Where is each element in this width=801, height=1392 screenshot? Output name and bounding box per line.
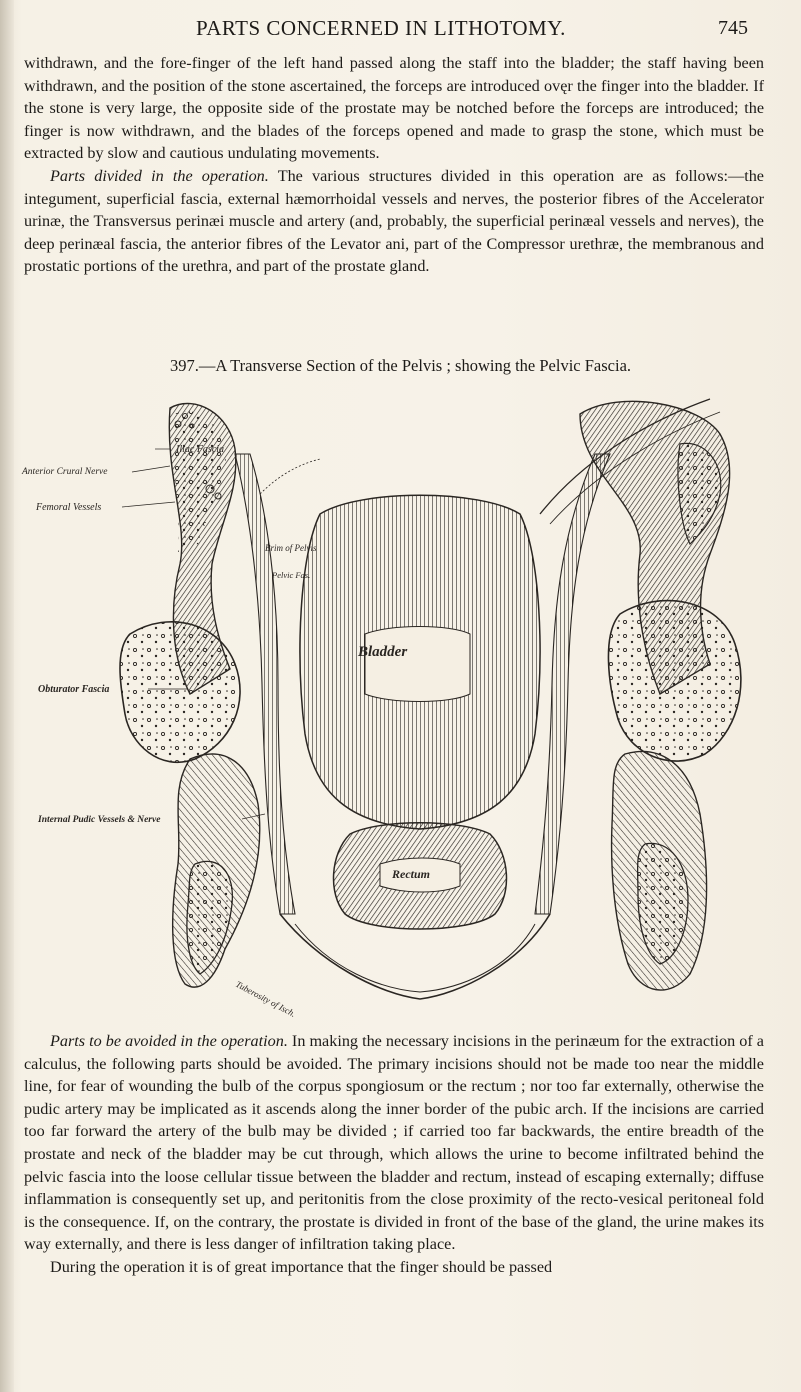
paragraph-continued: withdrawn, and the fore-finger of the left hand passed along the staff into the bladder; the staff having been withdrawn, and the position of the stone ascertained, the forceps are introduced ovęr the finger into the bladder. If the stone is very large, the opposite side of the prostate may be notched before the forceps are introduced; the finger is now withdrawn, and the blades of the forceps opened and made to grasp the stone, which must be extracted by slow and cautious undulating movements. (24, 54, 764, 163)
page-number: 745 (718, 17, 748, 39)
label-anterior-crural-nerve: Anterior Crural Nerve (22, 467, 108, 477)
right-femoral-head-shape (608, 601, 740, 761)
label-internal-pudic: Internal Pudic Vessels & Nerve (38, 815, 161, 825)
text-block-top (24, 52, 764, 278)
right-pelvic-wall-shape (535, 454, 610, 914)
anatomical-figure (20, 394, 760, 1020)
left-femoral-head-shape (120, 622, 240, 762)
paragraph-body-parts-divided: The various structures divided in this operation are as follows:—the integument, superficial fascia, external hæmorrhoidal vessels and nerves, the posterior fibres of the Accelerator urinæ, the Transversus perinæi muscle and artery (and, probably, the superficial perinæal vessels and nerves), the deep perinæal fascia, the anterior fibres of the Levator ani, part of the Compressor urethræ, the membranous and prostatic portions of the urethra, and part of the prostate gland. (24, 166, 764, 276)
label-iliac-fascia: Iliac Fascia (176, 444, 225, 455)
label-tuberosity: Tuberosity of Isch. (234, 978, 298, 1019)
paragraph-parts-avoided (24, 1030, 764, 1256)
running-header-title: PARTS CONCERNED IN LITHOTOMY. (196, 16, 566, 40)
figure-caption: 397.—A Transverse Section of the Pelvis ; showing the Pelvic Fascia. (169, 356, 632, 375)
label-rectum: Rectum (392, 867, 430, 881)
paragraph-heading-parts-divided: Parts divided in the operation. (50, 166, 269, 185)
running-header (0, 16, 801, 46)
page-spine-shadow (0, 0, 14, 1392)
label-pelvic-fascia: Pelvic Fas. (272, 570, 311, 580)
paragraph-during-operation: During the operation it is of great importance that the finger should be passed (50, 1257, 553, 1276)
paragraph-body-parts-avoided: In making the necessary incisions in the perinæum for the extraction of a calculus, the following parts should be avoided. The primary incisions should not be made too near the middle line, for fear of wounding the bulb of the corpus spongiosum or the rectum ; nor too far externally, otherwise the pudic artery may be implicated as it ascends along the inner border of the pubic arch. If the incisions are carried too far forward the artery of the bulb may be divided ; if carried too far backwards, the entire breadth of the prostate and neck of the bladder may be cut through, which allows the urine to become infiltrated behind the pelvic fascia into the loose cellular tissue between the bladder and rectum, instead of escaping externally; diffuse inflammation is consequently set up, and peritonitis from the close proximity of the recto-vesical peritoneal fold is the consequence. If, on the contrary, the prostate is divided in front of the base of the gland, the urine makes its way externally, and there is less danger of infiltration taking place. (24, 1032, 764, 1254)
label-femoral-vessels: Femoral Vessels (36, 502, 102, 513)
paragraph-heading-parts-avoided: Parts to be avoided in the operation. (50, 1032, 288, 1050)
paragraph-parts-divided (24, 165, 764, 278)
label-bladder: Bladder (358, 644, 408, 660)
label-obturator-fascia: Obturator Fascia (38, 684, 110, 695)
pelvis-section-engraving (20, 394, 760, 1020)
label-brim-of-pelvis: Brim of Pelvis (265, 543, 317, 553)
text-block-bottom (24, 1030, 764, 1279)
